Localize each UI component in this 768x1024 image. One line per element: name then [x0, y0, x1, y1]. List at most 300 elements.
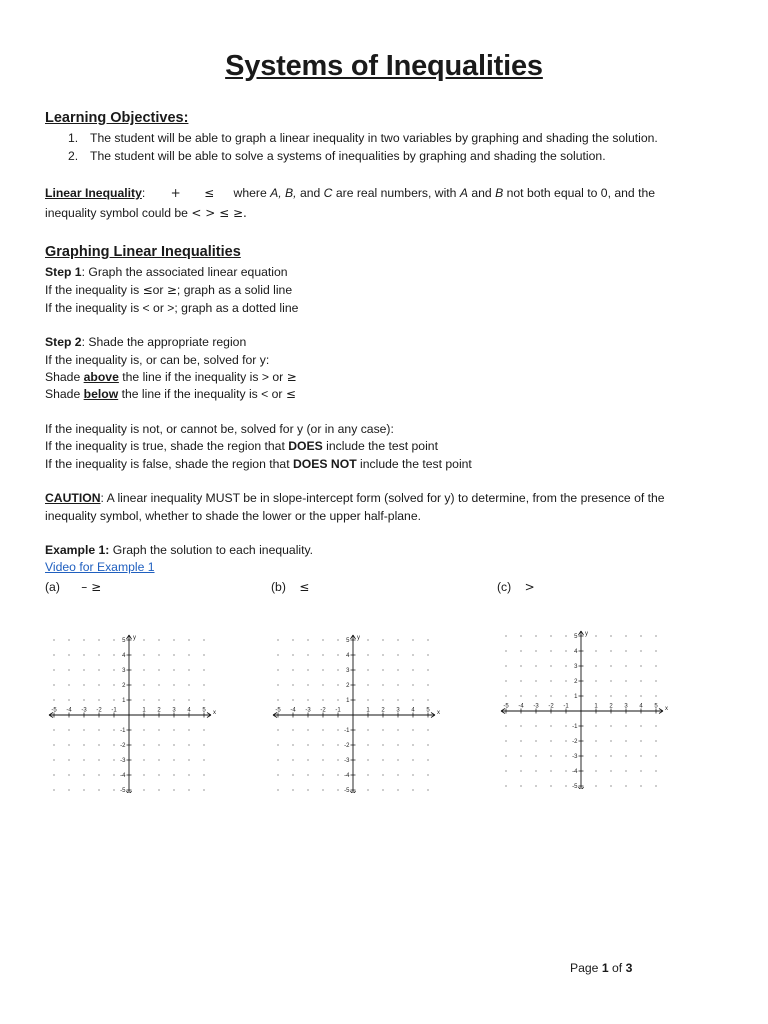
grid-dot: [173, 744, 174, 745]
coordinate-plane-c: [498, 624, 670, 789]
grid-dot: [113, 669, 114, 670]
grid-dot: [655, 755, 656, 756]
grid-dot: [322, 639, 323, 640]
grid-dot: [367, 639, 368, 640]
grid-dot: [337, 669, 338, 670]
grid-dot: [83, 759, 84, 760]
grid-dot: [382, 654, 383, 655]
grid-dot: [412, 654, 413, 655]
y-tick-label: 5: [574, 634, 578, 640]
grid-dot: [427, 774, 428, 775]
grid-dot: [98, 789, 99, 790]
grid-dot: [520, 665, 521, 666]
grid-dot: [173, 789, 174, 790]
grid-dot: [158, 729, 159, 730]
grid-dot: [98, 699, 99, 700]
grid-dot: [83, 789, 84, 790]
solid-line-rule: If the inequality is ≤or ≥; graph as a solid line: [45, 283, 293, 297]
grid-dot: [382, 744, 383, 745]
grid-dot: [655, 785, 656, 786]
grid-dot: [322, 684, 323, 685]
grid-dot: [382, 759, 383, 760]
y-tick-label: -1: [572, 724, 578, 730]
grid-dot: [307, 789, 308, 790]
grid-dot: [113, 684, 114, 685]
grid-dot: [173, 699, 174, 700]
grid-dot: [367, 744, 368, 745]
learning-objectives-heading: Learning Objectives:: [45, 110, 189, 126]
grid-dot: [520, 770, 521, 771]
grid-dot: [98, 729, 99, 730]
grid-dot: [173, 684, 174, 685]
grid-dot: [382, 774, 383, 775]
grid-dot: [427, 684, 428, 685]
x-tick-label: 1: [366, 707, 370, 714]
grid-dot: [535, 695, 536, 696]
grid-dot: [188, 639, 189, 640]
y-tick-label: -4: [572, 769, 578, 775]
x-tick-label: 3: [172, 707, 176, 714]
y-tick-label: -5: [344, 788, 350, 793]
grid-dot: [337, 759, 338, 760]
grid-dot: [655, 650, 656, 651]
not-solved-line: If the inequality is not, or cannot be, solved for y (or in any case):: [45, 422, 394, 436]
grid-dot: [625, 785, 626, 786]
grid-dot: [550, 665, 551, 666]
grid-dot: [427, 759, 428, 760]
objective-2-number: 2.: [68, 149, 79, 163]
grid-dot: [535, 770, 536, 771]
grid-dot: [550, 680, 551, 681]
grid-dot: [520, 650, 521, 651]
grid-dot: [412, 759, 413, 760]
grid-dot: [535, 635, 536, 636]
y-tick-label: -3: [120, 758, 126, 764]
solved-for-y-line: If the inequality is, or can be, solved for y:: [45, 353, 270, 367]
grid-dot: [505, 755, 506, 756]
part-a-label: (a) – ≥: [45, 580, 102, 594]
y-axis-label: y: [585, 631, 588, 637]
grid-dot: [610, 755, 611, 756]
y-tick-label: -1: [120, 728, 126, 734]
plus-symbol: +: [170, 186, 181, 200]
grid-dot: [68, 774, 69, 775]
grid-dot: [203, 654, 204, 655]
grid-dot: [397, 699, 398, 700]
grid-dot: [610, 785, 611, 786]
y-tick-label: 1: [346, 698, 350, 704]
grid-dot: [188, 774, 189, 775]
step1-line: Step 1: Graph the associated linear equation: [45, 265, 288, 279]
y-tick-label: 1: [122, 698, 126, 704]
y-tick-label: 4: [574, 649, 578, 655]
x-tick-label: 3: [624, 703, 628, 710]
grid-dot: [412, 744, 413, 745]
grid-dot: [520, 755, 521, 756]
grid-dot: [68, 639, 69, 640]
grid-dot: [53, 729, 54, 730]
grid-dot: [307, 669, 308, 670]
y-tick-label: 5: [346, 638, 350, 644]
grid-dot: [505, 695, 506, 696]
x-tick-label: -5: [275, 707, 281, 714]
grid-dot: [203, 774, 204, 775]
grid-dot: [640, 695, 641, 696]
grid-dot: [292, 654, 293, 655]
grid-dot: [203, 699, 204, 700]
y-axis-label: y: [133, 635, 136, 641]
y-tick-label: 2: [346, 683, 350, 689]
grid-dot: [173, 759, 174, 760]
part-a-expression: – ≥: [81, 580, 102, 594]
grid-dot: [188, 669, 189, 670]
grid-dot: [640, 740, 641, 741]
part-b-label: (b) ≤: [271, 580, 310, 594]
grid-dot: [550, 725, 551, 726]
grid-dot: [158, 774, 159, 775]
grid-dot: [277, 789, 278, 790]
grid-dot: [505, 665, 506, 666]
grid-dot: [188, 744, 189, 745]
x-tick-label: 2: [609, 703, 613, 710]
grid-dot: [520, 725, 521, 726]
grid-dot: [83, 639, 84, 640]
grid-dot: [625, 665, 626, 666]
grid-dot: [595, 725, 596, 726]
grid-dot: [427, 729, 428, 730]
x-tick-label: -2: [320, 707, 326, 714]
grid-dot: [322, 729, 323, 730]
grid-dot: [640, 755, 641, 756]
grid-dot: [322, 744, 323, 745]
x-tick-label: -3: [81, 707, 87, 714]
grid-dot: [322, 654, 323, 655]
x-tick-label: 3: [396, 707, 400, 714]
y-tick-label: 1: [574, 694, 578, 700]
grid-dot: [292, 744, 293, 745]
grid-dot: [203, 759, 204, 760]
grid-dot: [505, 770, 506, 771]
grid-dot: [68, 744, 69, 745]
grid-dot: [625, 650, 626, 651]
grid-dot: [53, 684, 54, 685]
grid-dot: [143, 744, 144, 745]
caution-line-2: inequality symbol, whether to shade the lower or the upper half-plane.: [45, 509, 422, 523]
grid-dot: [307, 684, 308, 685]
grid-dot: [83, 744, 84, 745]
grid-dot: [595, 650, 596, 651]
grid-dot: [307, 744, 308, 745]
x-tick-label: -3: [305, 707, 311, 714]
y-tick-label: -2: [120, 743, 126, 749]
grid-dot: [397, 729, 398, 730]
grid-dot: [277, 669, 278, 670]
grid-dot: [322, 789, 323, 790]
grid-dot: [98, 759, 99, 760]
x-tick-label: 2: [381, 707, 385, 714]
grid-dot: [625, 770, 626, 771]
grid-dot: [625, 725, 626, 726]
grid-dot: [158, 669, 159, 670]
grid-dot: [520, 785, 521, 786]
grid-dot: [292, 639, 293, 640]
x-tick-label: -4: [518, 703, 524, 710]
grid-dot: [68, 699, 69, 700]
grid-dot: [83, 684, 84, 685]
grid-dot: [610, 695, 611, 696]
grid-dot: [68, 669, 69, 670]
grid-dot: [367, 789, 368, 790]
grid-dot: [412, 729, 413, 730]
grid-dot: [565, 725, 566, 726]
grid-dot: [397, 774, 398, 775]
grid-dot: [83, 774, 84, 775]
grid-dot: [203, 789, 204, 790]
grid-dot: [550, 785, 551, 786]
grid-dot: [277, 684, 278, 685]
grid-dot: [655, 635, 656, 636]
grid-dot: [203, 684, 204, 685]
grid-dot: [143, 759, 144, 760]
y-tick-label: 5: [122, 638, 126, 644]
grid-dot: [412, 774, 413, 775]
grid-dot: [98, 639, 99, 640]
grid-dot: [322, 759, 323, 760]
grid-dot: [68, 654, 69, 655]
grid-dot: [277, 729, 278, 730]
grid-dot: [397, 669, 398, 670]
grid-dot: [610, 650, 611, 651]
grid-dot: [173, 654, 174, 655]
y-tick-label: -2: [572, 739, 578, 745]
grid-dot: [655, 725, 656, 726]
grid-dot: [367, 669, 368, 670]
graphing-heading: Graphing Linear Inequalities: [45, 244, 241, 260]
y-tick-label: 2: [122, 683, 126, 689]
grid-dot: [625, 695, 626, 696]
grid-dot: [367, 729, 368, 730]
grid-dot: [98, 669, 99, 670]
grid-dot: [83, 654, 84, 655]
grid-dot: [625, 635, 626, 636]
grid-dot: [83, 729, 84, 730]
grid-dot: [565, 650, 566, 651]
grid-dot: [550, 770, 551, 771]
grid-dot: [625, 755, 626, 756]
y-tick-label: -4: [120, 773, 126, 779]
grid-dot: [412, 669, 413, 670]
grid-dot: [53, 759, 54, 760]
grid-dot: [143, 669, 144, 670]
grid-dot: [143, 699, 144, 700]
grid-dot: [595, 785, 596, 786]
grid-dot: [655, 770, 656, 771]
grid-dot: [550, 695, 551, 696]
grid-dot: [565, 665, 566, 666]
dotted-line-rule: If the inequality is < or >; graph as a dotted line: [45, 301, 299, 315]
x-axis-label: x: [665, 706, 668, 712]
graph-a: [46, 628, 218, 793]
x-tick-label: 1: [142, 707, 146, 714]
grid-dot: [113, 774, 114, 775]
y-tick-label: 3: [574, 664, 578, 670]
grid-dot: [427, 654, 428, 655]
x-tick-label: -1: [563, 703, 569, 710]
grid-dot: [397, 639, 398, 640]
grid-dot: [113, 654, 114, 655]
grid-dot: [655, 680, 656, 681]
grid-dot: [322, 669, 323, 670]
grid-dot: [427, 789, 428, 790]
grid-dot: [113, 639, 114, 640]
grid-dot: [337, 789, 338, 790]
grid-dot: [307, 699, 308, 700]
grid-dot: [595, 770, 596, 771]
grid-dot: [367, 684, 368, 685]
grid-dot: [68, 789, 69, 790]
grid-dot: [505, 635, 506, 636]
x-tick-label: -5: [51, 707, 57, 714]
shade-below-rule: Shade below the line if the inequality is < or ≤: [45, 387, 296, 401]
x-tick-label: -1: [111, 707, 117, 714]
grid-dot: [143, 774, 144, 775]
grid-dot: [158, 744, 159, 745]
definition-line-1: Linear Inequality: + ≤ where A, B, and C are real numbers, with A and B not both equal to 0, and the: [45, 186, 656, 200]
y-tick-label: -5: [572, 784, 578, 789]
coordinate-plane-a: [46, 628, 218, 793]
grid-dot: [143, 729, 144, 730]
grid-dot: [173, 774, 174, 775]
page-title: Systems of Inequalities: [225, 50, 543, 82]
inequality-symbols: < > ≤ ≥.: [191, 206, 247, 220]
grid-dot: [565, 695, 566, 696]
grid-dot: [595, 635, 596, 636]
grid-dot: [337, 639, 338, 640]
y-tick-label: -3: [572, 754, 578, 760]
grid-dot: [397, 654, 398, 655]
grid-dot: [277, 654, 278, 655]
part-c-label: (c) >: [497, 580, 535, 594]
grid-dot: [307, 759, 308, 760]
grid-dot: [550, 740, 551, 741]
grid-dot: [610, 725, 611, 726]
y-axis-label: y: [357, 635, 360, 641]
grid-dot: [427, 639, 428, 640]
grid-dot: [322, 699, 323, 700]
grid-dot: [188, 789, 189, 790]
grid-dot: [292, 669, 293, 670]
grid-dot: [158, 789, 159, 790]
leq-symbol: ≤: [204, 186, 215, 200]
definition-line-2: inequality symbol could be < > ≤ ≥.: [45, 206, 247, 220]
grid-dot: [397, 744, 398, 745]
grid-dot: [53, 789, 54, 790]
false-test-rule: If the inequality is false, shade the region that DOES NOT include the test point: [45, 457, 472, 471]
grid-dot: [53, 639, 54, 640]
y-tick-label: 4: [122, 653, 126, 659]
y-tick-label: -3: [344, 758, 350, 764]
grid-dot: [277, 759, 278, 760]
true-test-rule: If the inequality is true, shade the region that DOES include the test point: [45, 439, 438, 453]
graph-c: [498, 624, 670, 789]
step2-line: Step 2: Shade the appropriate region: [45, 335, 247, 349]
grid-dot: [535, 755, 536, 756]
grid-dot: [595, 695, 596, 696]
grid-dot: [98, 774, 99, 775]
grid-dot: [595, 680, 596, 681]
grid-dot: [307, 729, 308, 730]
grid-dot: [337, 699, 338, 700]
grid-dot: [158, 639, 159, 640]
grid-dot: [397, 789, 398, 790]
grid-dot: [655, 740, 656, 741]
grid-dot: [535, 680, 536, 681]
grid-dot: [367, 774, 368, 775]
grid-dot: [68, 759, 69, 760]
grid-dot: [640, 725, 641, 726]
grid-dot: [565, 785, 566, 786]
grid-dot: [277, 744, 278, 745]
grid-dot: [382, 639, 383, 640]
grid-dot: [98, 744, 99, 745]
grid-dot: [655, 695, 656, 696]
grid-dot: [640, 665, 641, 666]
part-c-expression: >: [524, 580, 535, 594]
grid-dot: [173, 669, 174, 670]
grid-dot: [505, 650, 506, 651]
caution-label: CAUTION: [45, 491, 101, 505]
grid-dot: [625, 740, 626, 741]
grid-dot: [158, 654, 159, 655]
grid-dot: [188, 654, 189, 655]
video-example-1-link[interactable]: Video for Example 1: [45, 560, 155, 574]
grid-dot: [203, 639, 204, 640]
grid-dot: [520, 680, 521, 681]
y-tick-label: 3: [346, 668, 350, 674]
grid-dot: [68, 729, 69, 730]
grid-dot: [337, 684, 338, 685]
grid-dot: [337, 744, 338, 745]
objective-1-text: The student will be able to graph a linear inequality in two variables by graphing and shading the solution.: [90, 131, 658, 145]
grid-dot: [640, 785, 641, 786]
grid-dot: [307, 774, 308, 775]
grid-dot: [68, 684, 69, 685]
grid-dot: [610, 635, 611, 636]
grid-dot: [113, 789, 114, 790]
definition-term: Linear Inequality: [45, 186, 142, 200]
grid-dot: [143, 639, 144, 640]
objective-1-number: 1.: [68, 131, 79, 145]
grid-dot: [565, 680, 566, 681]
grid-dot: [113, 744, 114, 745]
grid-dot: [188, 729, 189, 730]
grid-dot: [610, 665, 611, 666]
grid-dot: [610, 770, 611, 771]
grid-dot: [113, 759, 114, 760]
grid-dot: [550, 650, 551, 651]
grid-dot: [158, 759, 159, 760]
grid-dot: [412, 789, 413, 790]
grid-dot: [113, 699, 114, 700]
grid-dot: [412, 639, 413, 640]
y-tick-label: -4: [344, 773, 350, 779]
grid-dot: [535, 785, 536, 786]
grid-dot: [188, 699, 189, 700]
grid-dot: [292, 684, 293, 685]
grid-dot: [143, 654, 144, 655]
grid-dot: [143, 789, 144, 790]
grid-dot: [53, 669, 54, 670]
